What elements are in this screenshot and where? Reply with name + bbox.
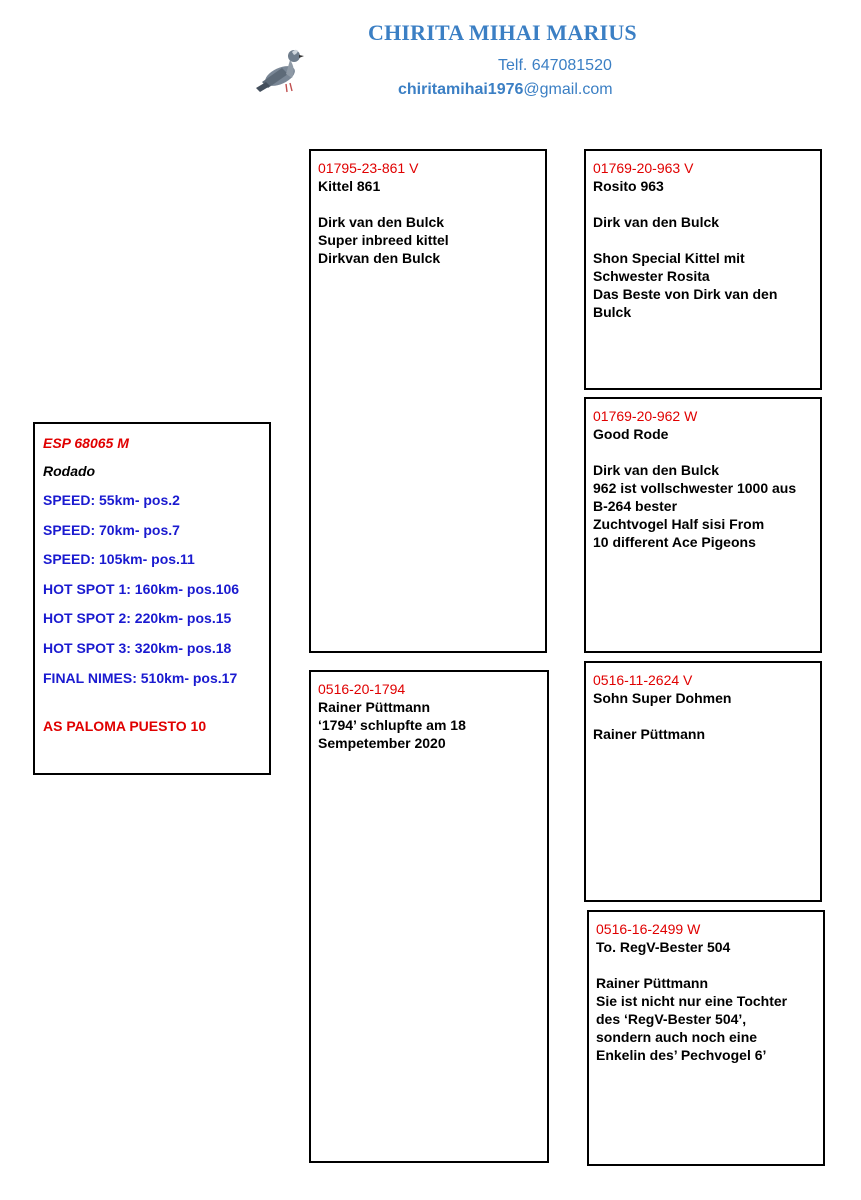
sire-dam-box <box>584 397 822 653</box>
sire-sire-note: Shon Special Kittel mit <box>593 250 745 266</box>
dam-box <box>309 670 549 1163</box>
sire-sire-note: Bulck <box>593 304 632 320</box>
dam-dam-name: To. RegV-Bester 504 <box>596 939 731 955</box>
sire-note: Dirkvan den Bulck <box>318 250 441 266</box>
dam-dam-note: Sie ist nicht nur eine Tochter <box>596 993 788 1009</box>
result-line: SPEED: 55km- pos.2 <box>43 492 180 508</box>
sire-dam-note: 10 different Ace Pigeons <box>593 534 756 550</box>
result-line: SPEED: 70km- pos.7 <box>43 521 180 538</box>
sire-dam-note: B-264 bester <box>593 498 678 514</box>
main-bird-box <box>33 422 271 775</box>
sire-dam-note: Dirk van den Bulck <box>593 462 720 478</box>
sire-sire-note: Das Beste von Dirk van den <box>593 286 778 302</box>
dam-sire-box <box>584 661 822 902</box>
sire-sire-box <box>584 149 822 390</box>
dam-sire-ring-number: 0516-11-2624 V <box>593 672 693 688</box>
dam-dam-ring-number: 0516-16-2499 W <box>596 921 701 937</box>
result-line: HOT SPOT 3: 320km- pos.18 <box>43 639 232 656</box>
sire-sire-breeder: Dirk van den Bulck <box>593 214 720 230</box>
sire-dam-note: 962 ist vollschwester 1000 aus <box>593 480 797 496</box>
sire-box <box>309 149 547 653</box>
main-bird-name: Rodado <box>43 463 96 479</box>
dam-note: Rainer Püttmann <box>318 699 431 715</box>
sire-dam-ring-number: 01769-20-962 W <box>593 408 698 424</box>
sire-sire-note: Schwester Rosita <box>593 268 710 284</box>
sire-note: Dirk van den Bulck <box>318 214 445 230</box>
sire-dam-note: Zuchtvogel Half sisi From <box>593 516 765 532</box>
dam-note: ‘1794’ schlupfte am 18 <box>318 717 466 733</box>
sire-sire-name: Rosito 963 <box>593 178 664 194</box>
email-user: chiritamihai1976 <box>398 81 524 98</box>
breeder-name: CHIRITA MIHAI MARIUS <box>368 20 637 45</box>
dam-note: Sempetember 2020 <box>318 735 446 751</box>
main-ring-number: ESP 68065 M <box>43 435 129 451</box>
sire-ring-number: 01795-23-861 V <box>318 160 419 176</box>
result-line: HOT SPOT 1: 160km- pos.106 <box>43 580 240 597</box>
sire-name: Kittel 861 <box>318 178 381 194</box>
sire-sire-ring-number: 01769-20-963 V <box>593 160 694 176</box>
dam-ring-number: 0516-20-1794 <box>318 681 406 697</box>
dam-sire-breeder: Rainer Püttmann <box>593 726 706 742</box>
email-domain: @gmail.com <box>523 81 613 98</box>
result-line: HOT SPOT 2: 220km- pos.15 <box>43 610 232 627</box>
result-line: SPEED: 105km- pos.11 <box>43 551 195 568</box>
dam-sire-name: Sohn Super Dohmen <box>593 690 732 706</box>
dam-dam-note: Enkelin des’ Pechvogel 6’ <box>596 1047 767 1063</box>
email-address[interactable] <box>398 81 613 99</box>
sire-note: Super inbreed kittel <box>318 232 449 248</box>
dam-dam-note: des ‘RegV-Bester 504’, <box>596 1011 747 1027</box>
result-line: FINAL NIMES: 510km- pos.17 <box>43 669 238 686</box>
pigeon-logo <box>252 38 312 98</box>
award-line: AS PALOMA PUESTO 10 <box>43 717 207 734</box>
sire-dam-name: Good Rode <box>593 426 669 442</box>
phone-number: Telf. 647081520 <box>498 57 612 74</box>
dam-dam-box <box>587 910 825 1166</box>
dam-dam-note: Rainer Püttmann <box>596 975 709 991</box>
dam-dam-note: sondern auch noch eine <box>596 1029 758 1045</box>
